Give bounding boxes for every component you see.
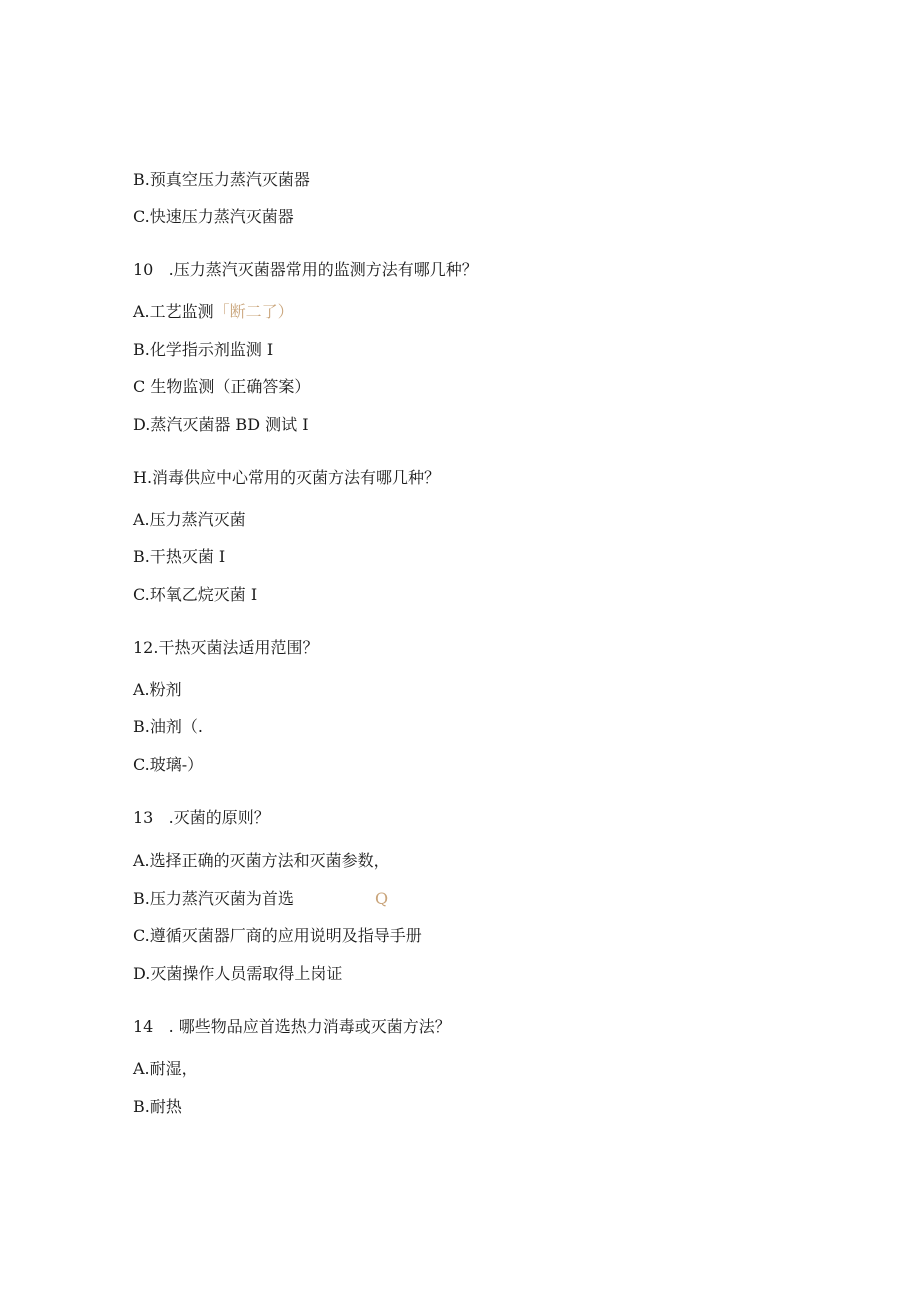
question-line: 10 .压力蒸汽灭菌器常用的监测方法有哪几种？ [133,260,478,279]
option-line: A.压力蒸汽灭菌 [133,510,246,529]
option-line: B.干热灭菌 I [133,547,226,566]
option-line: D.蒸汽灭菌器 BD 测试 I [133,415,309,434]
option-line: C.环氧乙烷灭菌 I [133,585,258,604]
option-line: A.选择正确的灭菌方法和灭菌参数， [133,851,390,870]
option-line: B.油剂（. [133,717,203,736]
option-line: C 生物监测（正确答案） [133,377,311,396]
option-line: C.快速压力蒸汽灭菌器 [133,207,294,226]
question-line: 12.干热灭菌法适用范围？ [133,638,319,657]
option-line: C.遵循灭菌器厂商的应用说明及指导手册 [133,926,422,945]
option-line [133,302,294,322]
option-line: C.玻璃-） [133,755,204,774]
option-line: A.粉剂 [133,680,182,699]
option-line: B.压力蒸汽灭菌为首选 [133,889,294,908]
question-line: 13 .灭菌的原则？ [133,808,270,827]
faint-mark: Q [375,889,389,908]
option-line: D.灭菌操作人员需取得上岗证 [133,964,343,983]
option-line: B.化学指示剂监测 I [133,340,274,359]
question-line: 14 . 哪些物品应首选热力消毒或灭菌方法？ [133,1017,451,1036]
option-line: B.耐热 [133,1097,182,1116]
option-line: A.耐湿， [133,1059,198,1078]
option-line: B.预真空压力蒸汽灭菌器 [133,170,310,189]
faint-annotation: 「断二了） [213,302,294,321]
option-text: A.工艺监测 [133,302,214,321]
question-line: H.消毒供应中心常用的灭菌方法有哪几种？ [133,468,441,487]
